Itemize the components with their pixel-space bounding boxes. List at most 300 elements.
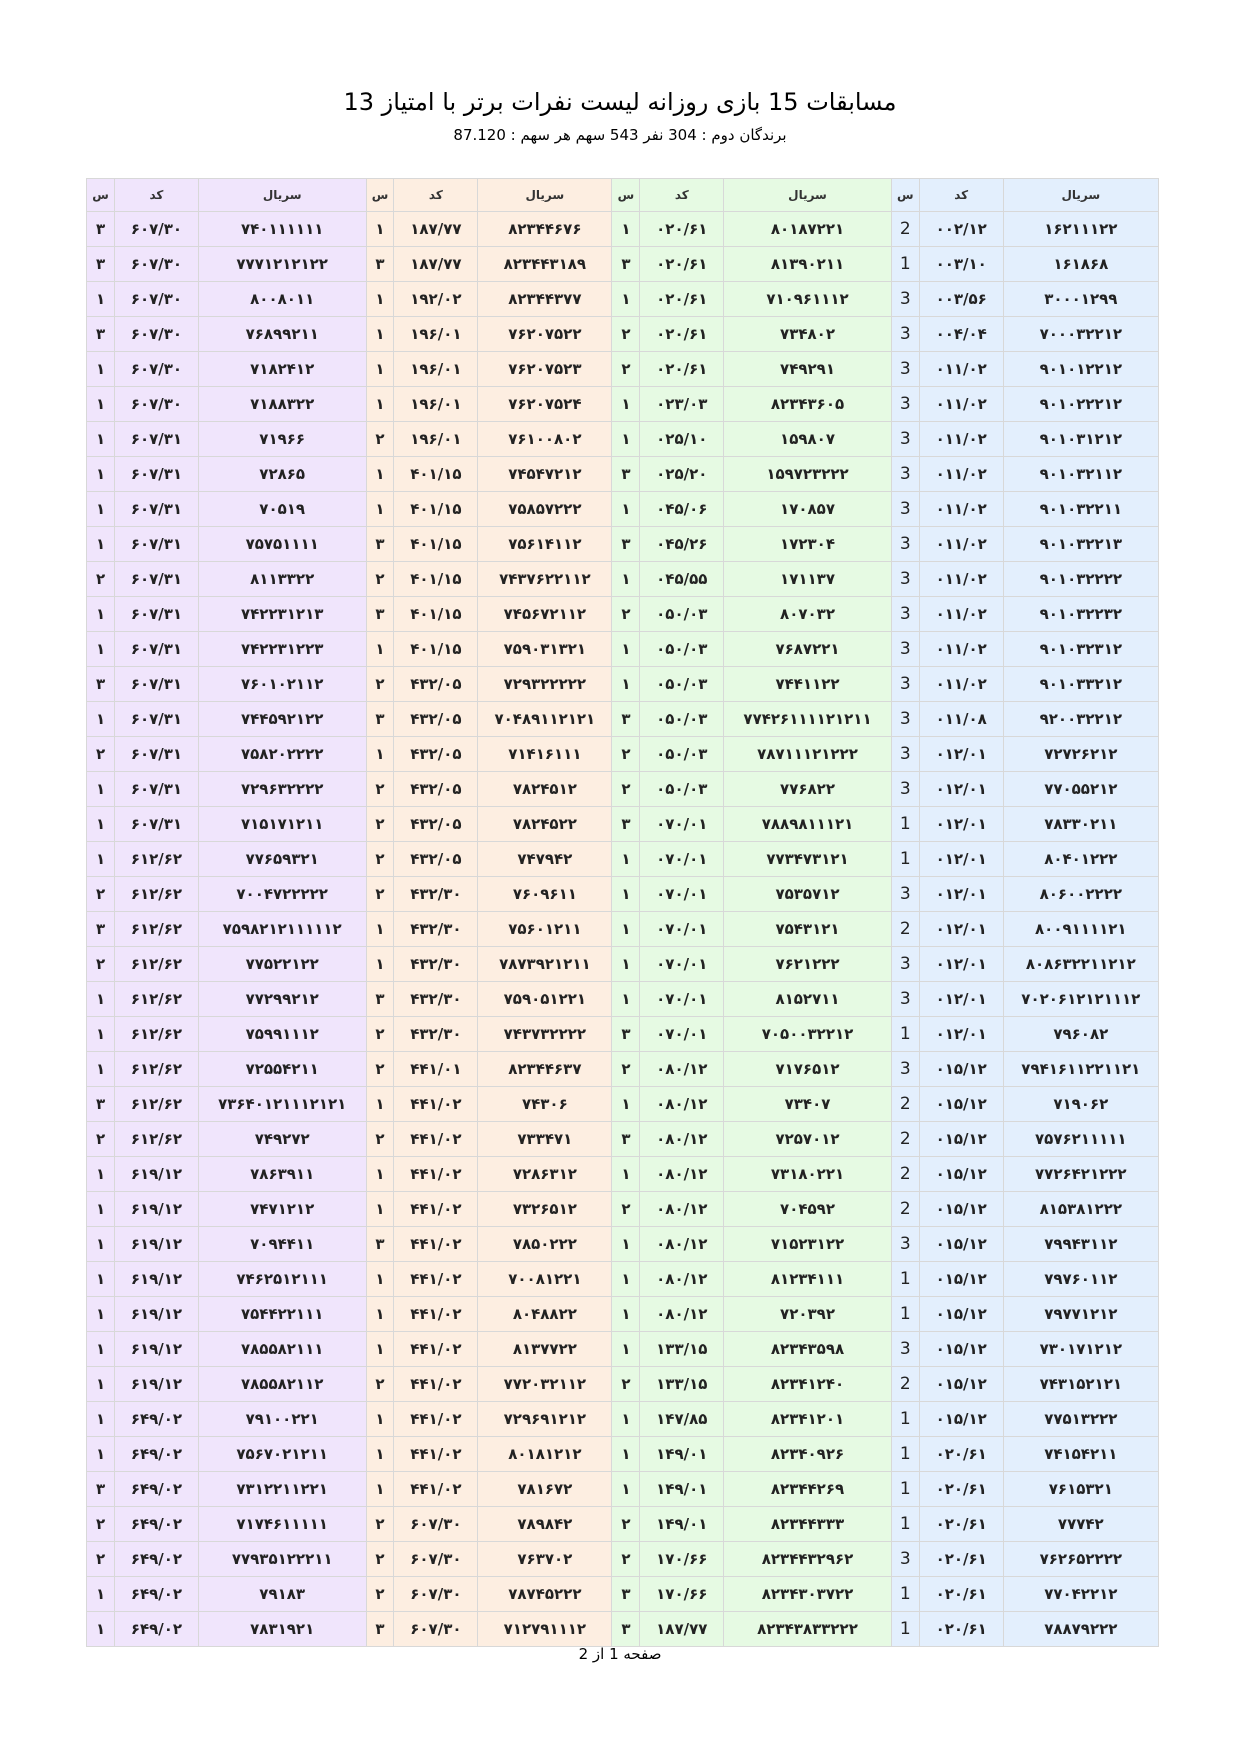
cell-serial: ۷۲۹۶۳۲۲۲۲	[198, 772, 366, 807]
cell-serial: ۷۷۲۶۴۲۱۲۲۲	[1003, 1157, 1158, 1192]
cell-s: ۱	[87, 1612, 115, 1647]
cell-s: ۲	[612, 772, 640, 807]
table-row	[87, 842, 1159, 877]
cell-serial: ۷۷۵۲۲۱۲۲	[198, 947, 366, 982]
cell-serial: ۷۹۷۷۱۲۱۲	[1003, 1297, 1158, 1332]
cell-s: ۲	[366, 1122, 394, 1157]
table-row	[87, 1017, 1159, 1052]
cell-code: ۶۰۷/۳۱	[115, 772, 199, 807]
cell-s: ۱	[87, 772, 115, 807]
cell-s: 2	[891, 1122, 919, 1157]
cell-serial: ۷۷۶۵۹۳۲۱	[198, 842, 366, 877]
cell-serial: ۷۶۲۱۲۲۲	[724, 947, 892, 982]
cell-serial: ۷۶۲۰۷۵۲۳	[478, 352, 612, 387]
cell-code: ۴۳۲/۳۰	[394, 982, 478, 1017]
cell-serial: ۸۲۳۴۴۳۱۸۹	[478, 247, 612, 282]
cell-code: ۶۱۲/۶۲	[115, 1052, 199, 1087]
cell-code: ۰۸۰/۱۲	[640, 1052, 724, 1087]
cell-s: 3	[891, 877, 919, 912]
cell-serial: ۷۳۳۴۷۱	[478, 1122, 612, 1157]
cell-code: ۴۴۱/۰۲	[394, 1402, 478, 1437]
cell-serial: ۷۰۵۰۰۳۲۲۱۲	[724, 1017, 892, 1052]
cell-s: ۱	[612, 212, 640, 247]
cell-code: ۶۰۷/۳۱	[115, 702, 199, 737]
cell-serial: ۷۰۵۱۹	[198, 492, 366, 527]
cell-serial: ۷۴۹۲۷۲	[198, 1122, 366, 1157]
cell-s: ۱	[612, 562, 640, 597]
cell-s: 1	[891, 1402, 919, 1437]
cell-serial: ۹۰۱۰۱۲۲۱۲	[1003, 352, 1158, 387]
table-row	[87, 632, 1159, 667]
winners-table	[86, 178, 1159, 1647]
cell-code: ۰۱۲/۰۱	[919, 947, 1003, 982]
cell-s: 3	[891, 387, 919, 422]
cell-s: 2	[891, 212, 919, 247]
cell-code: ۰۲۰/۶۱	[919, 1507, 1003, 1542]
cell-code: ۰۱۲/۰۱	[919, 807, 1003, 842]
cell-s: ۲	[612, 597, 640, 632]
cell-s: ۱	[87, 632, 115, 667]
cell-serial: ۷۱۷۴۶۱۱۱۱۱	[198, 1507, 366, 1542]
cell-code: ۴۳۲/۳۰	[394, 1017, 478, 1052]
cell-serial: ۸۰۱۸۱۲۱۲	[478, 1437, 612, 1472]
cell-s: ۱	[87, 1192, 115, 1227]
cell-s: 1	[891, 807, 919, 842]
cell-serial: ۱۵۹۷۲۳۲۲۲	[724, 457, 892, 492]
cell-serial: ۸۱۱۳۳۲۲	[198, 562, 366, 597]
cell-serial: ۸۲۳۴۴۶۷۶	[478, 212, 612, 247]
cell-code: ۶۰۷/۳۰	[115, 387, 199, 422]
cell-s: ۳	[612, 527, 640, 562]
cell-code: ۴۰۱/۱۵	[394, 597, 478, 632]
cell-s: ۳	[87, 317, 115, 352]
cell-serial: ۷۸۶۳۹۱۱	[198, 1157, 366, 1192]
cell-serial: ۷۶۰۹۶۱۱	[478, 877, 612, 912]
cell-serial: ۱۶۲۱۱۱۲۲	[1003, 212, 1158, 247]
cell-serial: ۷۳۲۶۵۱۲	[478, 1192, 612, 1227]
cell-code: ۶۰۷/۳۱	[115, 492, 199, 527]
cell-serial: ۷۷۲۰۳۲۱۱۲	[478, 1367, 612, 1402]
cell-code: ۶۰۷/۳۰	[394, 1612, 478, 1647]
cell-s: ۳	[612, 247, 640, 282]
cell-s: ۲	[366, 877, 394, 912]
cell-s: 3	[891, 527, 919, 562]
cell-s: ۲	[366, 772, 394, 807]
cell-serial: ۷۸۸۹۸۱۱۱۲۱	[724, 807, 892, 842]
cell-serial: ۷۲۵۵۴۲۱۱	[198, 1052, 366, 1087]
cell-code: ۶۰۷/۳۰	[115, 247, 199, 282]
page-subtitle: برندگان دوم : 304 نفر 543 سهم هر سهم : 87.120	[453, 126, 787, 144]
cell-s: ۱	[366, 632, 394, 667]
cell-s: ۳	[612, 457, 640, 492]
cell-s: ۳	[612, 1612, 640, 1647]
cell-s: ۱	[612, 1332, 640, 1367]
cell-s: ۱	[366, 352, 394, 387]
cell-serial: ۹۲۰۰۳۲۲۱۲	[1003, 702, 1158, 737]
cell-code: ۰۷۰/۰۱	[640, 1017, 724, 1052]
cell-s: ۱	[366, 317, 394, 352]
cell-serial: ۷۱۷۶۵۱۲	[724, 1052, 892, 1087]
table-row	[87, 1437, 1159, 1472]
table-row	[87, 1542, 1159, 1577]
cell-s: ۱	[366, 1402, 394, 1437]
cell-code: ۶۱۹/۱۲	[115, 1297, 199, 1332]
cell-serial: ۷۵۸۲۰۲۲۲۲	[198, 737, 366, 772]
cell-s: ۳	[612, 807, 640, 842]
cell-serial: ۹۰۱۰۳۲۲۱۳	[1003, 527, 1158, 562]
cell-code: ۰۱۵/۱۲	[919, 1367, 1003, 1402]
cell-code: ۰۲۰/۶۱	[640, 317, 724, 352]
cell-code: ۰۷۰/۰۱	[640, 877, 724, 912]
cell-serial: ۸۱۵۲۷۱۱	[724, 982, 892, 1017]
header-code: کد	[919, 179, 1003, 212]
cell-code: ۴۴۱/۰۲	[394, 1227, 478, 1262]
cell-serial: ۷۶۲۰۷۵۲۴	[478, 387, 612, 422]
cell-code: ۶۴۹/۰۲	[115, 1542, 199, 1577]
cell-code: ۰۱۵/۱۲	[919, 1297, 1003, 1332]
table-row	[87, 1297, 1159, 1332]
table-row	[87, 702, 1159, 737]
cell-serial: ۷۲۹۳۲۲۲۲۲	[478, 667, 612, 702]
cell-s: ۳	[366, 247, 394, 282]
cell-code: ۰۱۱/۰۲	[919, 422, 1003, 457]
cell-s: 3	[891, 597, 919, 632]
cell-s: ۱	[612, 1262, 640, 1297]
cell-s: 1	[891, 842, 919, 877]
cell-serial: ۷۸۵۰۲۲۲	[478, 1227, 612, 1262]
cell-serial: ۷۵۹۰۳۱۳۲۱	[478, 632, 612, 667]
cell-s: ۱	[366, 737, 394, 772]
cell-serial: ۷۷۰۵۵۲۱۲	[1003, 772, 1158, 807]
cell-serial: ۷۸۹۸۴۲	[478, 1507, 612, 1542]
table-row	[87, 597, 1159, 632]
header-code: کد	[115, 179, 199, 212]
cell-code: ۰۵۰/۰۳	[640, 597, 724, 632]
cell-serial: ۷۲۸۶۵	[198, 457, 366, 492]
cell-code: ۱۹۶/۰۱	[394, 317, 478, 352]
cell-s: 3	[891, 667, 919, 702]
table-row	[87, 492, 1159, 527]
cell-serial: ۷۳۱۸۰۲۲۱	[724, 1157, 892, 1192]
cell-s: 1	[891, 1472, 919, 1507]
cell-serial: ۱۷۲۳۰۴	[724, 527, 892, 562]
cell-serial: ۷۱۵۱۷۱۲۱۱	[198, 807, 366, 842]
cell-serial: ۷۴۳۷۶۲۲۱۱۲	[478, 562, 612, 597]
cell-s: ۱	[612, 842, 640, 877]
cell-serial: ۷۳۴۸۰۲	[724, 317, 892, 352]
cell-serial: ۷۴۴۱۱۲۲	[724, 667, 892, 702]
cell-s: ۳	[612, 1017, 640, 1052]
cell-s: ۲	[366, 1507, 394, 1542]
cell-serial: ۷۵۶۱۴۱۱۲	[478, 527, 612, 562]
cell-code: ۰۱۵/۱۲	[919, 1052, 1003, 1087]
cell-s: 2	[891, 912, 919, 947]
table-row	[87, 912, 1159, 947]
cell-s: ۲	[87, 1542, 115, 1577]
cell-serial: ۷۴۷۱۲۱۲	[198, 1192, 366, 1227]
cell-serial: ۷۸۸۷۹۲۲۲	[1003, 1612, 1158, 1647]
table-row	[87, 317, 1159, 352]
cell-s: 3	[891, 947, 919, 982]
cell-serial: ۷۵۹۸۲۱۲۱۱۱۱۱۲	[198, 912, 366, 947]
cell-code: ۶۰۷/۳۱	[115, 422, 199, 457]
cell-s: ۳	[366, 597, 394, 632]
cell-s: 3	[891, 1542, 919, 1577]
cell-code: ۶۰۷/۳۰	[115, 317, 199, 352]
cell-s: 3	[891, 422, 919, 457]
cell-s: ۱	[366, 1262, 394, 1297]
cell-serial: ۷۴۰۱۱۱۱۱۱	[198, 212, 366, 247]
cell-serial: ۱۷۰۸۵۷	[724, 492, 892, 527]
cell-code: ۰۱۱/۰۲	[919, 457, 1003, 492]
cell-s: 3	[891, 457, 919, 492]
cell-code: ۱۸۷/۷۷	[640, 1612, 724, 1647]
cell-code: ۱۳۳/۱۵	[640, 1332, 724, 1367]
cell-s: ۳	[87, 247, 115, 282]
cell-code: ۶۱۹/۱۲	[115, 1157, 199, 1192]
cell-s: 2	[891, 1087, 919, 1122]
cell-serial: ۷۲۰۳۹۲	[724, 1297, 892, 1332]
cell-serial: ۷۰۰۴۷۲۲۲۲۲	[198, 877, 366, 912]
cell-s: 2	[891, 1157, 919, 1192]
cell-code: ۰۸۰/۱۲	[640, 1297, 724, 1332]
table-body	[87, 212, 1159, 1647]
cell-s: ۱	[612, 632, 640, 667]
cell-serial: ۷۵۴۳۱۲۱	[724, 912, 892, 947]
cell-serial: ۹۰۱۰۳۲۲۲۲	[1003, 562, 1158, 597]
cell-code: ۴۴۱/۰۱	[394, 1052, 478, 1087]
cell-serial: ۸۲۳۴۳۰۳۷۲۲	[724, 1577, 892, 1612]
cell-s: 3	[891, 562, 919, 597]
cell-code: ۰۱۵/۱۲	[919, 1192, 1003, 1227]
table-row	[87, 1402, 1159, 1437]
header-s: س	[612, 179, 640, 212]
cell-serial: ۷۰۰۰۳۲۲۱۲	[1003, 317, 1158, 352]
cell-serial: ۸۰۴۰۱۲۲۲	[1003, 842, 1158, 877]
cell-s: ۱	[612, 667, 640, 702]
cell-s: ۲	[87, 877, 115, 912]
cell-code: ۰۷۰/۰۱	[640, 947, 724, 982]
cell-code: ۰۱۱/۰۲	[919, 632, 1003, 667]
cell-s: ۱	[612, 877, 640, 912]
cell-serial: ۷۱۲۷۹۱۱۱۲	[478, 1612, 612, 1647]
cell-serial: ۷۴۵۶۷۲۱۱۲	[478, 597, 612, 632]
cell-code: ۰۲۵/۲۰	[640, 457, 724, 492]
cell-serial: ۸۲۳۴۴۳۷۷	[478, 282, 612, 317]
cell-code: ۰۱۵/۱۲	[919, 1227, 1003, 1262]
cell-s: ۱	[87, 1227, 115, 1262]
cell-code: ۰۵۰/۰۳	[640, 702, 724, 737]
table-row	[87, 1507, 1159, 1542]
cell-code: ۱۹۶/۰۱	[394, 422, 478, 457]
cell-serial: ۸۰۷۰۳۲	[724, 597, 892, 632]
cell-s: ۱	[87, 1017, 115, 1052]
cell-code: ۴۳۲/۰۵	[394, 842, 478, 877]
table-row	[87, 282, 1159, 317]
cell-serial: ۷۱۰۹۶۱۱۱۲	[724, 282, 892, 317]
cell-serial: ۷۶۸۹۹۲۱۱	[198, 317, 366, 352]
cell-serial: ۷۷۹۳۵۱۲۲۲۱۱	[198, 1542, 366, 1577]
cell-s: ۲	[87, 1507, 115, 1542]
cell-s: ۳	[87, 667, 115, 702]
cell-code: ۶۴۹/۰۲	[115, 1472, 199, 1507]
cell-s: 3	[891, 1332, 919, 1367]
cell-s: 3	[891, 982, 919, 1017]
cell-s: ۱	[87, 597, 115, 632]
cell-s: ۲	[87, 947, 115, 982]
cell-serial: ۱۶۱۸۶۸	[1003, 247, 1158, 282]
table-row	[87, 877, 1159, 912]
cell-s: ۲	[612, 1367, 640, 1402]
cell-code: ۶۴۹/۰۲	[115, 1402, 199, 1437]
cell-serial: ۷۸۳۱۹۲۱	[198, 1612, 366, 1647]
cell-serial: ۷۳۱۲۲۱۱۲۲۱	[198, 1472, 366, 1507]
cell-s: ۳	[87, 212, 115, 247]
cell-s: ۳	[87, 912, 115, 947]
cell-s: ۱	[87, 387, 115, 422]
cell-serial: ۷۳۴۰۷	[724, 1087, 892, 1122]
cell-code: ۶۱۲/۶۲	[115, 1122, 199, 1157]
cell-code: ۰۲۰/۶۱	[919, 1437, 1003, 1472]
cell-serial: ۷۴۳۰۶	[478, 1087, 612, 1122]
cell-code: ۶۰۷/۳۱	[115, 737, 199, 772]
cell-s: ۲	[366, 1017, 394, 1052]
cell-code: ۰۴۵/۲۶	[640, 527, 724, 562]
table-row	[87, 527, 1159, 562]
header-serial: سریال	[724, 179, 892, 212]
cell-serial: ۹۰۱۰۳۳۲۱۲	[1003, 667, 1158, 702]
cell-serial: ۷۳۶۴۰۱۲۱۱۱۲۱۲۱	[198, 1087, 366, 1122]
cell-code: ۴۳۲/۰۵	[394, 772, 478, 807]
cell-s: 3	[891, 1052, 919, 1087]
cell-s: 1	[891, 1297, 919, 1332]
cell-s: ۳	[366, 1612, 394, 1647]
cell-serial: ۷۴۷۹۴۲	[478, 842, 612, 877]
cell-s: ۱	[87, 1577, 115, 1612]
table-row	[87, 982, 1159, 1017]
cell-code: ۴۰۱/۱۵	[394, 527, 478, 562]
table-header-row	[87, 179, 1159, 212]
cell-code: ۴۴۱/۰۲	[394, 1157, 478, 1192]
cell-serial: ۷۸۲۴۵۱۲	[478, 772, 612, 807]
cell-s: ۱	[612, 1297, 640, 1332]
cell-serial: ۹۰۱۰۳۲۲۳۲	[1003, 597, 1158, 632]
cell-serial: ۷۲۷۲۶۲۱۲	[1003, 737, 1158, 772]
table-row	[87, 352, 1159, 387]
cell-s: ۳	[612, 702, 640, 737]
cell-serial: ۷۰۰۸۱۲۲۱	[478, 1262, 612, 1297]
cell-s: 1	[891, 1577, 919, 1612]
cell-code: ۰۴۵/۵۵	[640, 562, 724, 597]
cell-code: ۶۰۷/۳۰	[394, 1507, 478, 1542]
cell-code: ۶۱۲/۶۲	[115, 842, 199, 877]
cell-code: ۰۷۰/۰۱	[640, 982, 724, 1017]
cell-s: ۱	[612, 912, 640, 947]
cell-code: ۰۲۰/۶۱	[640, 212, 724, 247]
cell-code: ۶۱۹/۱۲	[115, 1227, 199, 1262]
cell-code: ۰۱۵/۱۲	[919, 1122, 1003, 1157]
cell-serial: ۸۰۸۶۳۲۲۱۱۲۱۲	[1003, 947, 1158, 982]
cell-serial: ۷۸۷۱۱۱۲۱۲۲۲	[724, 737, 892, 772]
cell-serial: ۷۶۲۶۵۲۲۲۲	[1003, 1542, 1158, 1577]
cell-code: ۶۱۹/۱۲	[115, 1367, 199, 1402]
cell-s: ۲	[87, 737, 115, 772]
cell-code: ۴۰۱/۱۵	[394, 632, 478, 667]
cell-s: ۲	[366, 667, 394, 702]
table-row	[87, 1052, 1159, 1087]
cell-serial: ۱۵۹۸۰۷	[724, 422, 892, 457]
cell-s: 1	[891, 1017, 919, 1052]
cell-code: ۰۰۴/۰۴	[919, 317, 1003, 352]
table-row	[87, 772, 1159, 807]
header-code: کد	[394, 179, 478, 212]
cell-serial: ۷۱۸۲۴۱۲	[198, 352, 366, 387]
cell-s: ۱	[366, 1297, 394, 1332]
cell-code: ۰۰۳/۵۶	[919, 282, 1003, 317]
cell-s: ۱	[87, 1402, 115, 1437]
cell-serial: ۷۲۵۷۰۱۲	[724, 1122, 892, 1157]
cell-serial: ۷۶۰۱۰۲۱۱۲	[198, 667, 366, 702]
cell-code: ۰۱۱/۰۲	[919, 387, 1003, 422]
cell-s: ۱	[366, 1087, 394, 1122]
cell-code: ۰۷۰/۰۱	[640, 807, 724, 842]
table-row	[87, 247, 1159, 282]
cell-s: ۱	[87, 702, 115, 737]
cell-s: ۱	[87, 1052, 115, 1087]
cell-s: ۱	[87, 1437, 115, 1472]
cell-serial: ۷۰۲۰۶۱۲۱۲۱۱۱۲	[1003, 982, 1158, 1017]
cell-s: ۱	[366, 282, 394, 317]
cell-code: ۱۷۰/۶۶	[640, 1542, 724, 1577]
cell-code: ۰۲۰/۶۱	[640, 247, 724, 282]
cell-serial: ۸۲۳۴۳۶۰۵	[724, 387, 892, 422]
cell-s: ۱	[612, 282, 640, 317]
table-row	[87, 562, 1159, 597]
cell-code: ۶۰۷/۳۱	[115, 597, 199, 632]
cell-serial: ۷۱۵۲۳۱۲۲	[724, 1227, 892, 1262]
cell-serial: ۷۶۱۰۰۸۰۲	[478, 422, 612, 457]
cell-s: 3	[891, 737, 919, 772]
cell-s: ۱	[366, 457, 394, 492]
cell-code: ۰۰۳/۱۰	[919, 247, 1003, 282]
cell-serial: ۷۸۳۳۰۲۱۱	[1003, 807, 1158, 842]
page-header	[0, 86, 1240, 146]
cell-serial: ۹۰۱۰۳۱۲۱۲	[1003, 422, 1158, 457]
page-number: صفحه 1 از 2	[578, 1645, 662, 1663]
cell-serial: ۸۲۳۴۴۲۶۹	[724, 1472, 892, 1507]
cell-serial: ۸۲۳۴۴۶۳۷	[478, 1052, 612, 1087]
cell-s: ۱	[87, 1297, 115, 1332]
cell-s: ۲	[366, 562, 394, 597]
cell-serial: ۷۷۰۴۲۲۱۲	[1003, 1577, 1158, 1612]
cell-s: ۲	[612, 1507, 640, 1542]
cell-serial: ۷۶۳۷۰۲	[478, 1542, 612, 1577]
cell-serial: ۷۷۳۴۷۳۱۲۱	[724, 842, 892, 877]
cell-code: ۴۰۱/۱۵	[394, 562, 478, 597]
cell-s: ۱	[612, 1157, 640, 1192]
cell-serial: ۷۴۶۲۵۱۲۱۱۱	[198, 1262, 366, 1297]
cell-s: ۱	[87, 282, 115, 317]
cell-s: ۲	[87, 562, 115, 597]
cell-s: ۱	[366, 1192, 394, 1227]
cell-code: ۱۹۲/۰۲	[394, 282, 478, 317]
cell-s: ۲	[612, 352, 640, 387]
table-row	[87, 387, 1159, 422]
cell-serial: ۹۰۱۰۳۲۱۱۲	[1003, 457, 1158, 492]
cell-serial: ۸۲۳۴۴۳۲۹۶۲	[724, 1542, 892, 1577]
cell-code: ۰۲۰/۶۱	[640, 352, 724, 387]
cell-s: ۱	[366, 212, 394, 247]
